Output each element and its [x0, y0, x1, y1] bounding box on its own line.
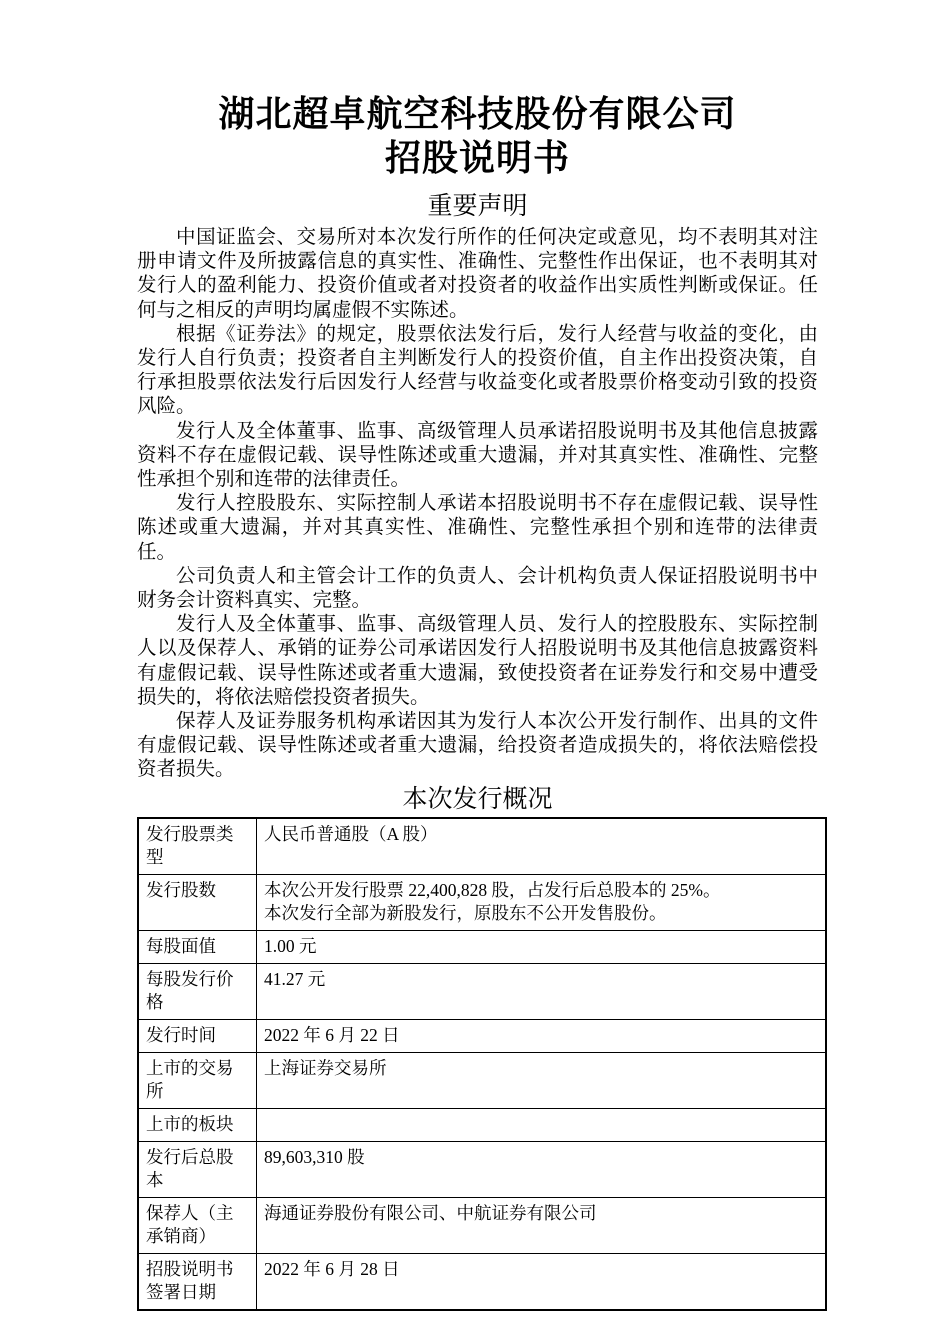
cell-line: 上海证券交易所	[264, 1057, 387, 1078]
row-label: 招股说明书签署日期	[138, 1253, 257, 1310]
offering-overview-heading: 本次发行概况	[402, 785, 553, 813]
row-value	[257, 1197, 827, 1253]
important-statement-heading: 重要声明	[427, 193, 528, 220]
row-value	[257, 930, 827, 963]
table-row	[138, 1253, 826, 1310]
table-row	[138, 1197, 826, 1253]
table-row	[138, 1141, 826, 1197]
row-label: 上市的交易所	[138, 1052, 257, 1108]
cell-line: 人民币普通股（A 股）	[264, 823, 438, 844]
row-label: 每股面值	[138, 930, 257, 963]
cell-line: 海通证券股份有限公司、中航证券有限公司	[264, 1202, 597, 1223]
row-value	[257, 1253, 827, 1310]
statement-paragraph: 发行人控股股东、实际控制人承诺本招股说明书不存在虚假记载、误导性陈述或重大遗漏，并对其真实性、准确性、完整性承担个别和连带的法律责任。	[137, 493, 818, 563]
page-title-line-1: 湖北超卓航空科技股份有限公司	[218, 94, 737, 134]
row-value	[257, 1019, 827, 1052]
row-label: 发行股票类型	[138, 818, 257, 875]
row-value	[257, 963, 827, 1019]
cell-line: 本次公开发行股票 22,400,828 股，占发行后总股本的 25%。	[264, 879, 721, 900]
table-row	[138, 930, 826, 963]
row-label: 保荐人（主承销商）	[138, 1197, 257, 1253]
cell-line: 41.27 元	[264, 968, 326, 989]
table-row	[138, 874, 826, 930]
row-value	[257, 1141, 827, 1197]
row-value	[257, 1108, 827, 1141]
important-statement-body	[137, 222, 818, 783]
table-row	[138, 963, 826, 1019]
row-value	[257, 1052, 827, 1108]
cell-line: 2022 年 6 月 22 日	[264, 1024, 400, 1045]
cell-line: 89,603,310 股	[264, 1146, 365, 1167]
statement-paragraph: 根据《证券法》的规定，股票依法发行后，发行人经营与收益的变化，由发行人自行负责；投资者自主判断发行人的投资价值，自主作出投资决策，自行承担股票依法发行后因发行人经营与收益变化或者股票价格变动引致的投资风险。	[137, 323, 818, 418]
row-label: 发行股数	[138, 874, 257, 930]
table-row	[138, 1052, 826, 1108]
row-value	[257, 874, 827, 930]
statement-paragraph: 中国证监会、交易所对本次发行所作的任何决定或意见，均不表明其对注册申请文件及所披露信息的真实性、准确性、完整性作出保证，也不表明其对发行人的盈利能力、投资价值或者对投资者的收益作出实质性判断或保证。任何与之相反的声明均属虚假不实陈述。	[137, 227, 818, 321]
row-value	[257, 818, 827, 875]
statement-paragraph: 保荐人及证券服务机构承诺因其为发行人本次公开发行制作、出具的文件有虚假记载、误导性陈述或者重大遗漏，给投资者造成损失的，将依法赔偿投资者损失。	[137, 711, 818, 781]
page-title	[137, 0, 818, 180]
statement-paragraph: 发行人及全体董事、监事、高级管理人员、发行人的控股股东、实际控制人以及保荐人、承销的证券公司承诺因发行人招股说明书及其他信息披露资料有虚假记载、误导性陈述或者重大遗漏，致使投资者在证券发行和交易中遭受损失的，将依法赔偿投资者损失。	[137, 614, 818, 708]
cell-line: 1.00 元	[264, 935, 317, 956]
cell-line	[264, 1113, 819, 1136]
statement-paragraph: 发行人及全体董事、监事、高级管理人员承诺招股说明书及其他信息披露资料不存在虚假记载、误导性陈述或重大遗漏，并对其真实性、准确性、完整性承担个别和连带的法律责任。	[137, 420, 818, 491]
row-label: 每股发行价格	[138, 963, 257, 1019]
table-row	[138, 818, 826, 875]
statement-paragraph: 公司负责人和主管会计工作的负责人、会计机构负责人保证招股说明书中财务会计资料真实、完整。	[137, 565, 818, 612]
row-label: 发行时间	[138, 1019, 257, 1052]
row-label: 上市的板块	[138, 1108, 257, 1141]
cell-line: 2022 年 6 月 28 日	[264, 1258, 400, 1279]
cell-line: 本次发行全部为新股发行，原股东不公开发售股份。	[264, 902, 667, 923]
offering-overview-table	[137, 817, 827, 1311]
row-label: 发行后总股本	[138, 1141, 257, 1197]
page-title-line-2: 招股说明书	[384, 138, 570, 178]
document-page	[137, 0, 818, 1311]
table-row	[138, 1108, 826, 1141]
table-row	[138, 1019, 826, 1052]
